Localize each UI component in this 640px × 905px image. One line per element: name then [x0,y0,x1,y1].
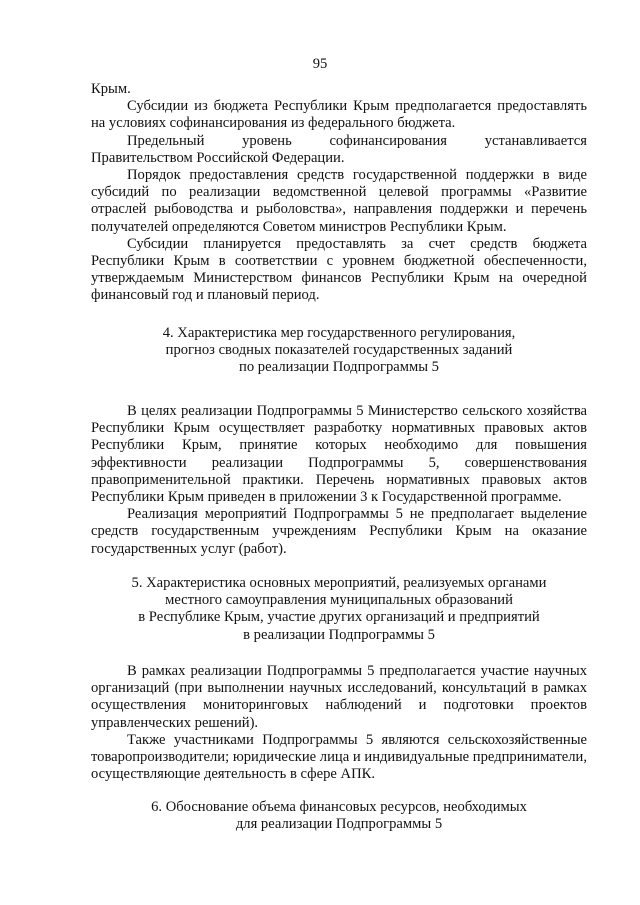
text-block-subsidies [91,81,587,305]
section-heading-4 [91,325,587,377]
paragraph-state-institutions: Реализация мероприятий Подпрограммы 5 не предполагает выделение средств государственным учреждениям Республики Крым на оказание государственных услуг (работ). [91,506,587,557]
section-heading-6 [91,799,587,833]
text-block-regulation [91,403,587,558]
paragraph-subsidies-cofinancing: Субсидии из бюджета Республики Крым предполагается предоставлять на условиях софинансирования из федерального бюджета. [91,98,587,132]
paragraph-support-procedure: Порядок предоставления средств государственной поддержки в виде субсидий по реализации ведомственной целевой программы «Развитие отраслей рыбоводства и рыболовства», направления поддержки и перечень получателей определяются Советом министров Республики Крым. [91,167,587,235]
paragraph-regulatory-acts: В целях реализации Подпрограммы 5 Министерство сельского хозяйства Республики Крым осуществляет разработку нормативных правовых актов Республики Крым, принятие которых необходимо для повышения эффективности реализации Подпрограммы 5, совершенствования правоприменительной практики. Перечень нормативных правовых актов Республики Крым приведен в приложении 3 к Государственной программе. [91,403,587,506]
heading-line: 4. Характеристика мер государственного регулирования, [162,325,516,341]
heading-line: в реализации Подпрограммы 5 [243,626,435,643]
heading-line: в Республике Крым, участие других организаций и предприятий [138,609,540,626]
paragraph-continuation: Крым. [91,81,131,97]
paragraph-budget-subsidies: Субсидии планируется предоставлять за счет средств бюджета Республики Крым в соответствии с уровнем бюджетной обеспеченности, утверждаемым Министерством финансов Республики Крым на очередной финансовый год и плановый период. [91,235,587,304]
heading-line: 6. Обоснование объема финансовых ресурсов, необходимых [151,799,527,815]
paragraph-scientific-organizations: В рамках реализации Подпрограммы 5 предполагается участие научных организаций (при выполнении научных исследований, консультаций в рамках осуществления мониторинговых наблюдений и подготовки проектов управленческих решений). [91,663,587,731]
heading-line: прогноз сводных показателей государственных заданий [165,342,513,359]
heading-line: 5. Характеристика основных мероприятий, реализуемых органами [131,575,547,591]
heading-line: по реализации Подпрограммы 5 [239,359,439,376]
text-block-participants [91,663,587,783]
paragraph-agricultural-producers: Также участниками Подпрограммы 5 являются сельскохозяйственные товаропроизводители; юридические лица и индивидуальные предприниматели, осуществляющие деятельность в сфере АПК. [91,731,587,783]
section-heading-5 [91,575,587,644]
paragraph-cofinancing-level: Предельный уровень софинансирования устанавливается Правительством Российской Федерации. [91,132,587,166]
heading-line: местного самоуправления муниципальных образований [165,592,513,609]
page-number: 95 [312,56,328,72]
heading-line: для реализации Подпрограммы 5 [235,816,443,833]
